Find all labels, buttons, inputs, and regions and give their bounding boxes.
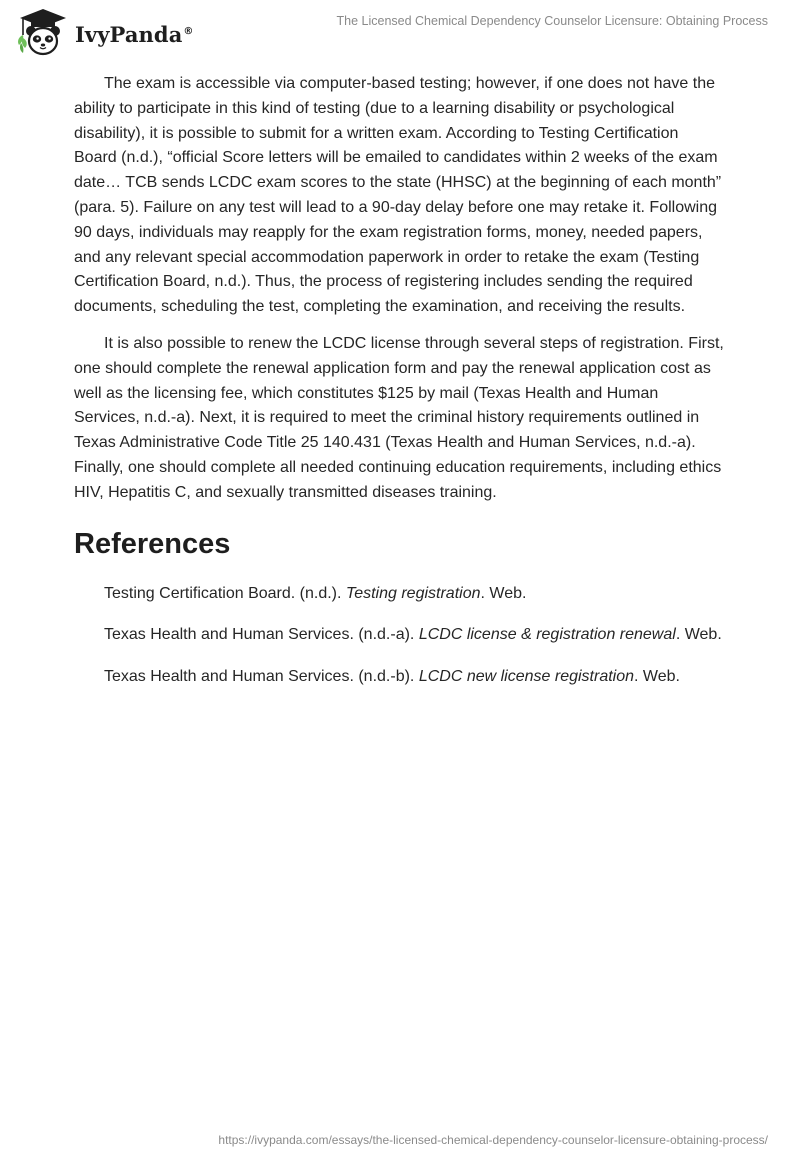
source-url[interactable]: https://ivypanda.com/essays/the-licensed-chemical-dependency-counselor-licensure-obtaining-process/ [218, 1133, 768, 1147]
reference-author: Texas Health and Human Services. (n.d.-b). [104, 668, 419, 686]
document-title: The Licensed Chemical Dependency Counselor Licensure: Obtaining Process [336, 14, 768, 28]
reference-item [74, 665, 724, 690]
reference-author: Texas Health and Human Services. (n.d.-a). [104, 626, 419, 644]
registered-mark: ® [183, 25, 194, 37]
reference-item [74, 582, 724, 607]
reference-title: Testing registration [345, 584, 481, 602]
essay-content [74, 72, 724, 707]
ivypanda-logo[interactable] [14, 7, 194, 59]
reference-title: LCDC new license registration [418, 668, 635, 686]
references-heading: References [74, 527, 231, 560]
reference-author: Testing Certification Board. (n.d.). [104, 584, 346, 602]
reference-suffix: . Web. [480, 584, 527, 602]
body-paragraph: The exam is accessible via computer-based testing; however, if one does not have the ability to participate in this kind of testing (due to a learning disability or psychological disability), it is possible to submit for a written exam. According to Testing Certification Board (n.d.), “official Score letters will be emailed to candidates within 2 weeks of the exam date… TCB sends LCDC exam scores to the state (HHSC) at the beginning of each month” (para. 5). Failure on any test will lead to a 90-day delay before one may retake it. Following 90 days, individuals may reapply for the exam registration forms, money, needed papers, and any relevant special accommodation paperwork in order to retake the exam (Testing Certification Board, n.d.). Thus, the process of registering includes sending the required documents, scheduling the test, completing the examination, and receiving the results. [74, 75, 722, 316]
reference-item [74, 623, 724, 648]
page-header [0, 0, 800, 64]
reference-suffix: . Web. [675, 626, 722, 644]
reference-suffix: . Web. [634, 668, 680, 686]
logo-wordmark: IvyPanda® [75, 21, 194, 47]
reference-title: LCDC license & registration renewal [418, 626, 676, 644]
body-paragraph: It is also possible to renew the LCDC license through several steps of registration. First, one should complete the renewal application form and pay the renewal application cost as well as the licensing fee, which constitutes $125 by mail (Texas Health and Human Services, n.d.-a). Next, it is required to meet the criminal history requirements outlined in Texas Administrative Code Title 25 140.431 (Texas Health and Human Services, n.d.-a). Finally, one should complete all needed continuing education requirements, including ethics HIV, Hepatitis C, and sexually transmitted diseases training. [74, 334, 724, 501]
panda-graduate-icon [14, 7, 72, 59]
